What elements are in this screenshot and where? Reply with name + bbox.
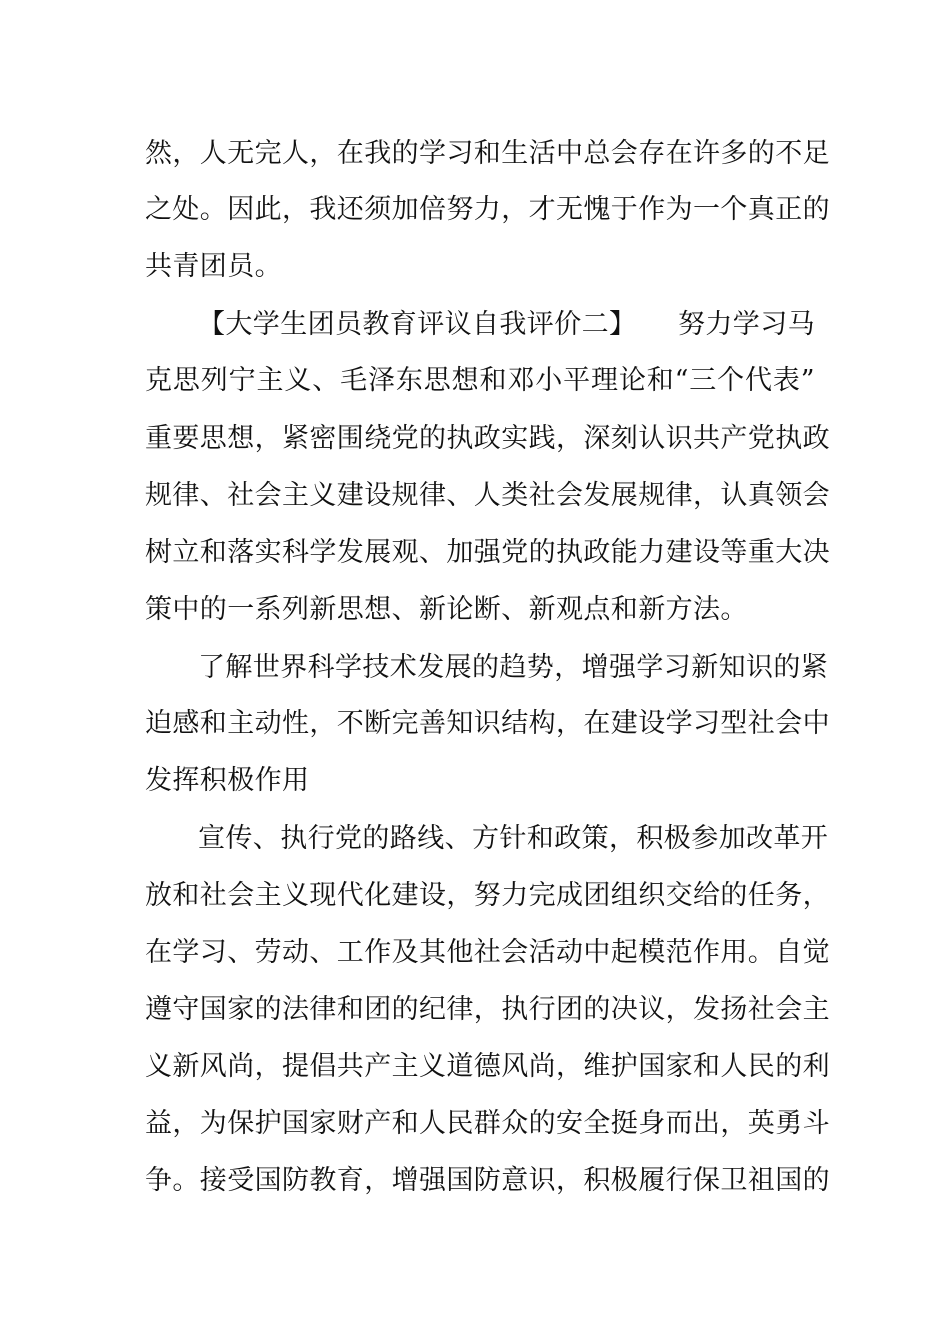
paragraph-line: 之处。因此，我还须加倍努力，才无愧于作为一个真正的 bbox=[145, 194, 830, 225]
paragraph-line: 然，人无完人，在我的学习和生活中总会存在许多的不足 bbox=[145, 138, 830, 169]
paragraph-line: 了解世界科学技术发展的趋势，增强学习新知识的紧 bbox=[198, 652, 829, 683]
paragraph-line: 树立和落实科学发展观、加强党的执政能力建设等重大决 bbox=[145, 537, 830, 568]
paragraph-line: 共青团员。 bbox=[145, 251, 282, 282]
paragraph-line: 重要思想，紧密围绕党的执政实践，深刻认识共产党执政 bbox=[145, 423, 830, 454]
paragraph-line: 益，为保护国家财产和人民群众的安全挺身而出，英勇斗 bbox=[145, 1108, 830, 1139]
section-heading: 【大学生团员教育评议自我评价二】 bbox=[198, 309, 637, 340]
paragraph-line: 遵守国家的法律和团的纪律，执行团的决议，发扬社会主 bbox=[145, 994, 830, 1025]
paragraph-line: 规律、社会主义建设规律、人类社会发展规律，认真领会 bbox=[145, 480, 830, 511]
paragraph-line: 策中的一系列新思想、新论断、新观点和新方法。 bbox=[145, 594, 748, 625]
section-heading-line bbox=[198, 305, 815, 345]
paragraph-line: 放和社会主义现代化建设，努力完成团组织交给的任务， bbox=[145, 880, 830, 911]
paragraph-line: 发挥积极作用 bbox=[145, 765, 310, 796]
paragraph-line: 争。接受国防教育，增强国防意识，积极履行保卫祖国的 bbox=[145, 1165, 830, 1196]
paragraph-line: 迫感和主动性，不断完善知识结构，在建设学习型社会中 bbox=[145, 708, 830, 739]
paragraph-line: 在学习、劳动、工作及其他社会活动中起模范作用。自觉 bbox=[145, 937, 830, 968]
paragraph-line: 克思列宁主义、毛泽东思想和邓小平理论和“三个代表” bbox=[145, 365, 815, 396]
paragraph-line: 义新风尚，提倡共产主义道德风尚，维护国家和人民的利 bbox=[145, 1051, 830, 1082]
paragraph-line: 宣传、执行党的路线、方针和政策，积极参加改革开 bbox=[198, 823, 829, 854]
paragraph-line-start: 努力学习马 bbox=[678, 309, 815, 340]
